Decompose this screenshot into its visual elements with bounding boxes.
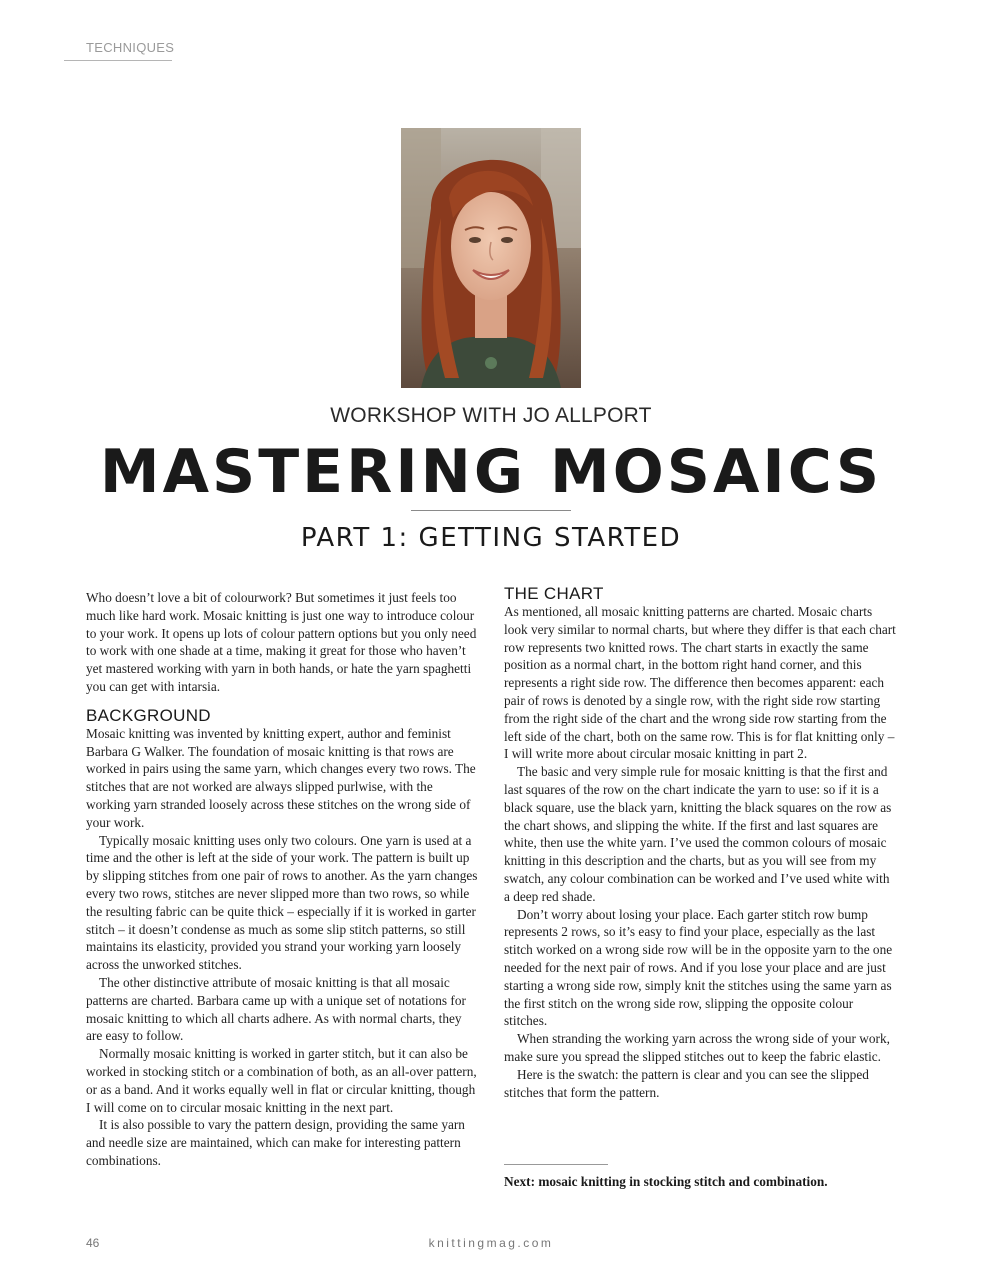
body-paragraph: It is also possible to vary the pattern design, providing the same yarn and needle size are maintained, which can make for interesting pattern combinations. [86,1117,465,1168]
body-paragraph: The other distinctive attribute of mosaic knitting is that all mosaic patterns are charted. Barbara came up with a unique set of notations for mosaic knitting to which all charts adhere. As with normal charts, they are easy to follow. [86,974,466,1044]
body-paragraph: Don’t worry about losing your place. Each garter stitch row bump represents 2 rows, so it’s easy to find your place, especially as the last stitch worked on a wrong side row will be in the opposite yarn to the one needed for the next pair of rows. And if you lose your place and are just starting a wrong side row, simply knit the stitches using the same yarn as the first stitch on the wrong side row, slipping the opposite colour stitches. [504,906,893,1029]
end-rule [504,1164,608,1165]
body-paragraph: As mentioned, all mosaic knitting patterns are charted. Mosaic charts look very similar to normal charts, but where they differ is that each chart row represents two knitted rows. The chart starts in exactly the same position as a normal chart, in the bottom right hand corner, and this represents a right side row. The difference then becomes apparent: each pair of rows is denoted by a single row, with the right side row starting from the right side of the chart and the wrong side row starting from the left side of the chart, both on the same row. This is for flat knitting only – I will write more about circular mosaic knitting in part 2. [504,604,896,762]
body-paragraph: Mosaic knitting was invented by knitting expert, author and feminist Barbara G Walker. The foundation of mosaic knitting is that rows are worked in pairs using the same yarn, which changes every two rows. The stitches that are not worked are always slipped purlwise, with the working yarn stranded loosely across these stitches on the wrong side of your work. [86,725,476,830]
body-paragraph: Typically mosaic knitting uses only two colours. One yarn is used at a time and the other is left at the side of your work. The pattern is built up by slipping stitches from one pair of rows to another. As the yarn changes every two rows, stitches are never slipped more than two rows, so while the resulting fabric can be quite thick – especially if it is worked in garter stitch – it doesn’t condense as much as some slip stitch patterns, so still maintains its elasticity, provided you strand your working yarn loosely across the unworked stitches. [86,832,478,973]
headline-rule [411,510,571,511]
article-headline: MASTERING MOSAICS [99,437,883,507]
body-paragraph: When stranding the working yarn across the wrong side of your work, make sure you spread the slipped stitches out to keep the fabric elastic. [504,1031,890,1064]
site-url: knittingmag.com [428,1236,554,1250]
page-number: 46 [86,1236,100,1250]
intro-paragraph: Who doesn’t love a bit of colourwork? But sometimes it just feels too much like hard work. Mosaic knitting is just one way to introduce colour to your work. It opens up lots of colour pattern options but you only need to work with one shade at a time, making it great for those who haven’t yet mastered working with yarn in both hands, or hate the yarn spaghetti you can get with intarsia. [86,590,477,694]
author-portrait [401,128,581,388]
next-part-note: Next: mosaic knitting in stocking stitch and combination. [504,1174,828,1189]
chart-heading: THE CHART [504,584,604,603]
section-tag-rule [64,60,172,61]
body-paragraph: Here is the swatch: the pattern is clear and you can see the slipped stitches that form the pattern. [504,1066,869,1100]
article-subhead: PART 1: GETTING STARTED [300,523,682,553]
left-column [86,589,478,1170]
body-paragraph: Normally mosaic knitting is worked in garter stitch, but it can also be worked in stocking stitch or a combination of both, as an all-over pattern, or as a band. And it works equally well in flat or circular knitting, though I will come on to circular mosaic knitting in the next part. [86,1046,477,1115]
workshop-kicker: WORKSHOP WITH JO ALLPORT [330,404,652,427]
section-tag: TECHNIQUES [86,40,175,55]
right-column [504,585,896,1101]
background-heading: BACKGROUND [86,705,211,725]
body-paragraph: The basic and very simple rule for mosaic knitting is that the first and last squares of the row on the chart indicate the yarn to use: so if it is a black square, use the black yarn, knitting the black squares on the row as the chart shows, and slipping the white. If the first and last squares are white, then use the white yarn. I’ve used the common colours of mosaic knitting in this description and the charts, but as you will see from my swatch, any colour combination can be worked and I’ve used white with a deep red shade. [504,764,892,904]
